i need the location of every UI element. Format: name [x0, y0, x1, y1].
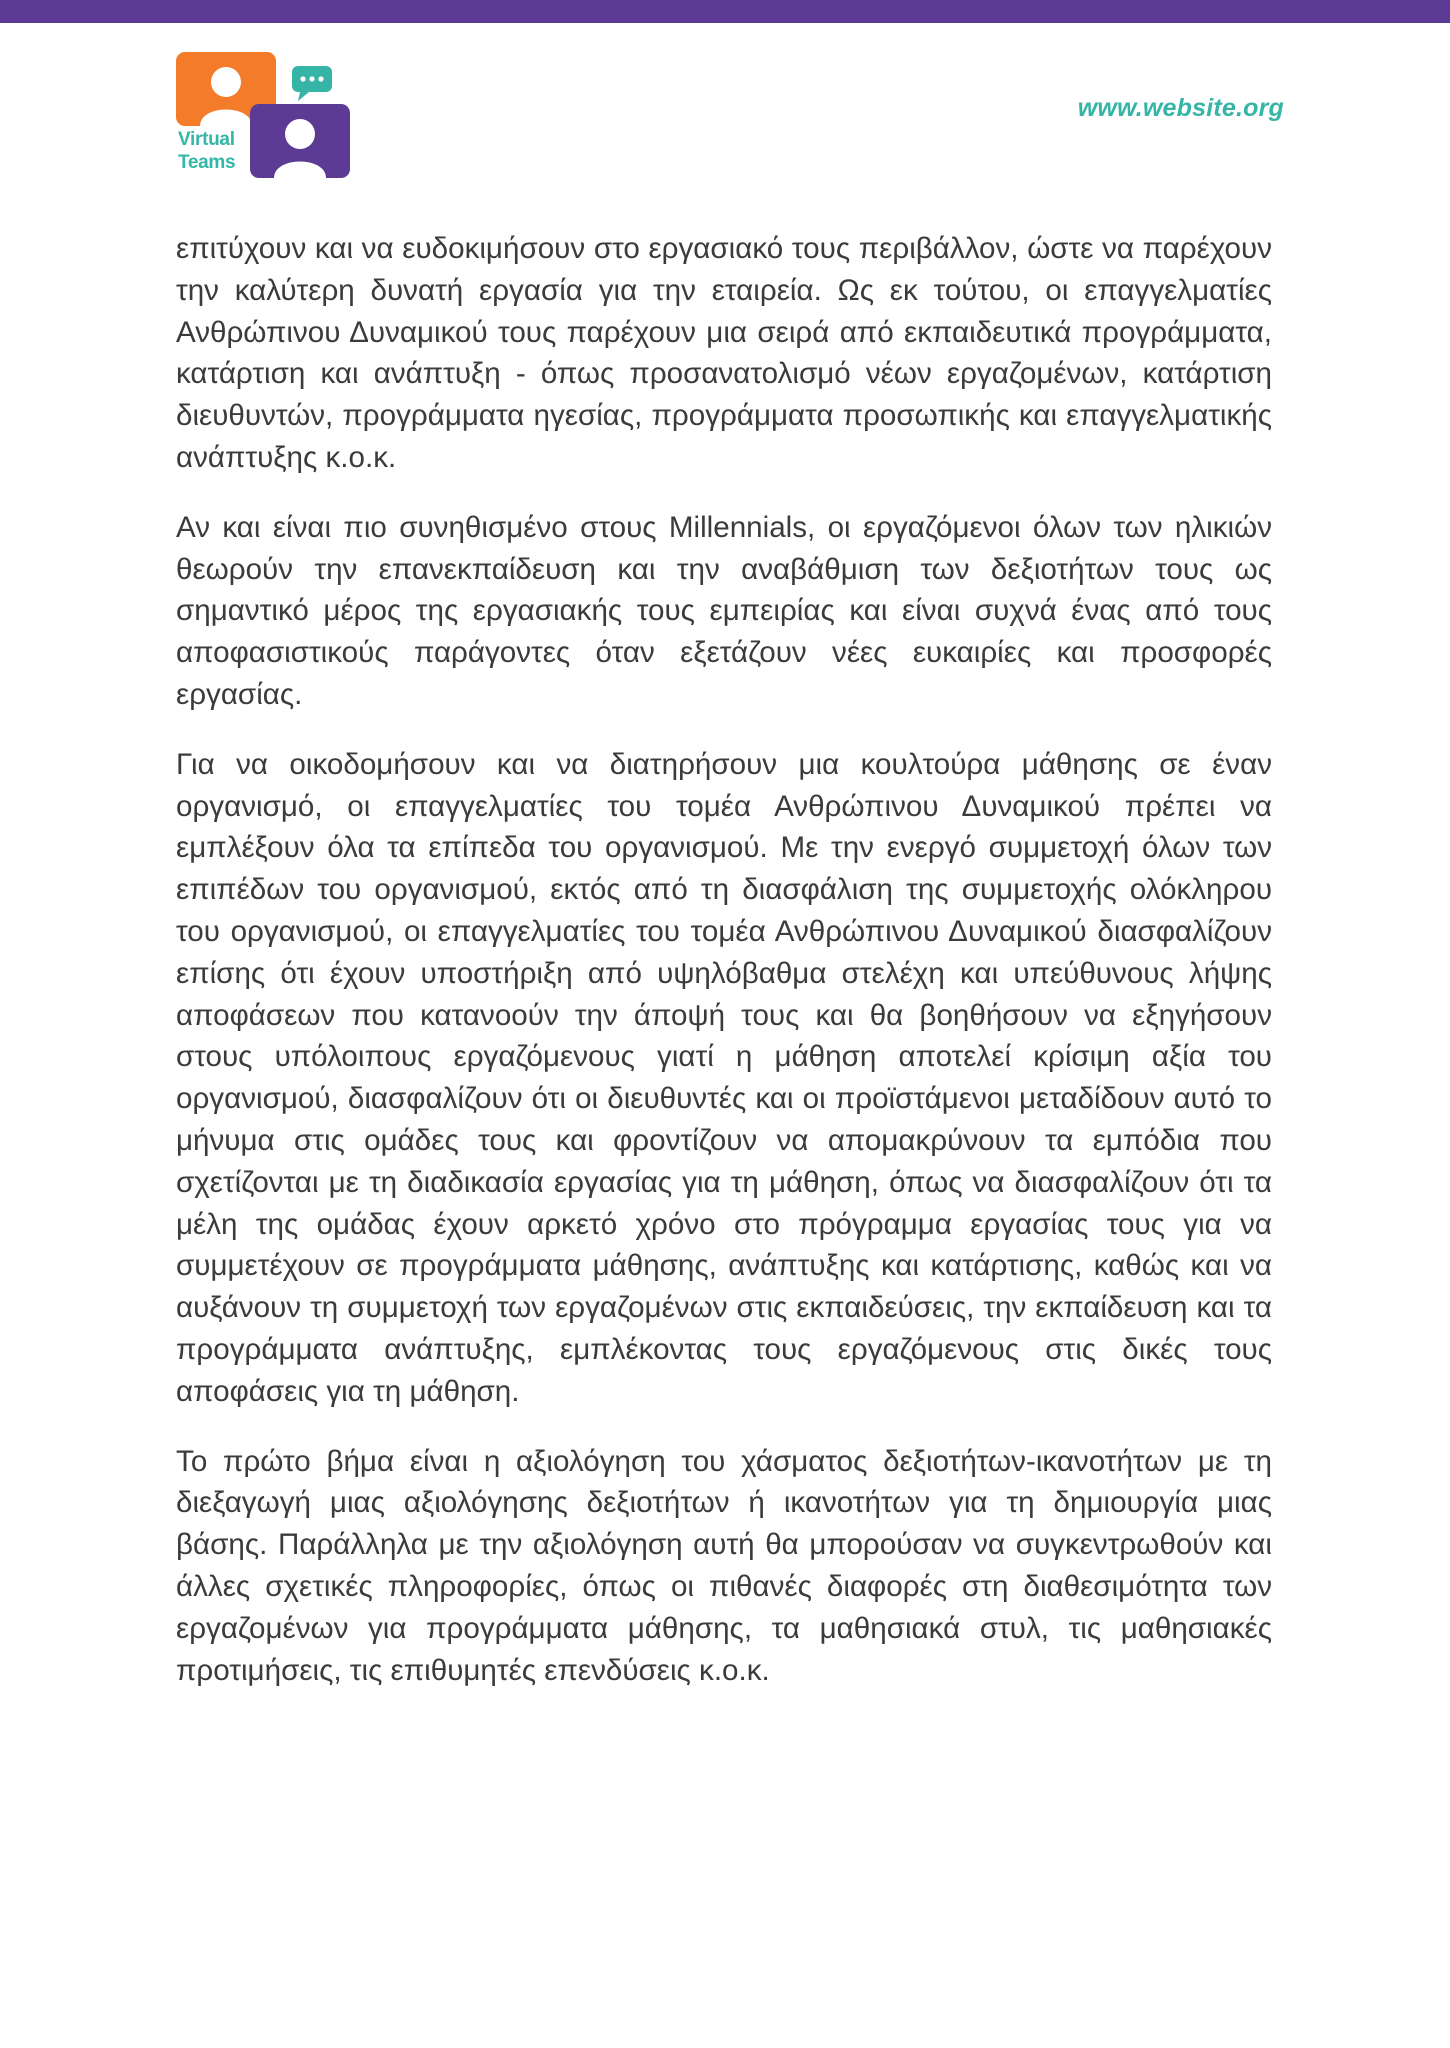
top-accent-bar [0, 0, 1450, 23]
paragraph-4: Το πρώτο βήμα είναι η αξιολόγηση του χάσματος δεξιοτήτων-ικανοτήτων με τη διεξαγωγή μιας αξιολόγησης δεξιοτήτων ή ικανοτήτων για τη δημιουργία μιας βάσης. Παράλληλα με την αξιολόγηση αυτή θα μπορούσαν να συγκεντρωθούν και άλλες σχετικές πληροφορίες, όπως οι πιθανές διαφορές στη διαθεσιμότητα των εργαζομένων για προγράμματα μάθησης, τα μαθησιακά στυλ, τις μαθησιακές προτιμήσεις, τις επιθυμητές επενδύσεις κ.ο.κ. [176, 1444, 1272, 1687]
paragraph-2: Αν και είναι πιο συνηθισμένο στους Millennials, οι εργαζόμενοι όλων των ηλικιών θεωρούν την επανεκπαίδευση και την αναβάθμιση των δεξιοτήτων τους ως σημαντικό μέρος της εργασιακής τους εμπειρίας και είναι συχνά ένας από τους αποφασιστικούς παράγοντες όταν εξετάζουν νέες ευκαιρίες και προσφορές εργασίας. [176, 510, 1272, 711]
logo-chat-bubble-tail [298, 92, 309, 101]
logo-word-virtual: Virtual [178, 129, 235, 150]
logo-chat-dot [300, 76, 305, 81]
logo-word-teams: Teams [178, 152, 236, 173]
paragraph-3: Για να οικοδομήσουν και να διατηρήσουν μια κουλτούρα μάθησης σε έναν οργανισμό, οι επαγγελματίες του τομέα Ανθρώπινου Δυναμικού πρέπει να εμπλέξουν όλα τα επίπεδα του οργανισμού. Με την ενεργό συμμετοχή όλων των επιπέδων του οργανισμού, εκτός από τη διασφάλιση της συμμετοχής ολόκληρου του οργανισμού, οι επαγγελματίες του τομέα Ανθρώπινου Δυναμικού διασφαλίζουν επίσης ότι έχουν υποστήριξη από υψηλόβαθμα στελέχη και υπεύθυνους λήψης αποφάσεων που κατανοούν την άποψή τους και θα βοηθήσουν να εξηγήσουν στους υπόλοιπους εργαζόμενους γιατί η μάθηση αποτελεί κρίσιμη αξία του οργανισμού, διασφαλίζουν ότι οι διευθυντές και οι προϊστάμενοι μεταδίδουν αυτό το μήνυμα στις ομάδες τους και φροντίζουν να απομακρύνουν τα εμπόδια που σχετίζονται με τη διαδικασία εργασίας για τη μάθηση, όπως να διασφαλίζουν ότι τα μέλη της ομάδας έχουν αρκετό χρόνο στο πρόγραμμα εργασίας τους για να συμμετέχουν σε προγράμματα μάθησης, ανάπτυξης και κατάρτισης, καθώς και να αυξάνουν τη συμμετοχή των εργαζομένων στις εκπαιδεύσεις, την εκπαίδευση και τα προγράμματα ανάπτυξης, εμπλέκοντας τους εργαζόμενους στις δικές τους αποφάσεις για τη μάθηση. [176, 747, 1272, 1408]
paragraph-1: επιτύχουν και να ευδοκιμήσουν στο εργασιακό τους περιβάλλον, ώστε να παρέχουν την καλύτερη δυνατή εργασία για την εταιρεία. Ως εκ τούτου, οι επαγγελματίες Ανθρώπινου Δυναμικού τους παρέχουν μια σειρά από εκπαιδευτικά προγράμματα, κατάρτιση και ανάπτυξη - όπως προσανατολισμό νέων εργαζομένων, κατάρτιση διευθυντών, προγράμματα ηγεσίας, προγράμματα προσωπικής και επαγγελματικής ανάπτυξης κ.ο.κ. [176, 232, 1272, 474]
document-body [176, 228, 1272, 1719]
logo-person-purple-head [285, 119, 315, 149]
logo-person-orange-head [211, 67, 241, 97]
logo-wordmark [178, 128, 235, 174]
logo-chat-dot [318, 76, 323, 81]
virtual-teams-logo [176, 52, 354, 180]
logo-chat-dot [309, 76, 314, 81]
website-url[interactable]: www.website.org [1077, 94, 1284, 122]
